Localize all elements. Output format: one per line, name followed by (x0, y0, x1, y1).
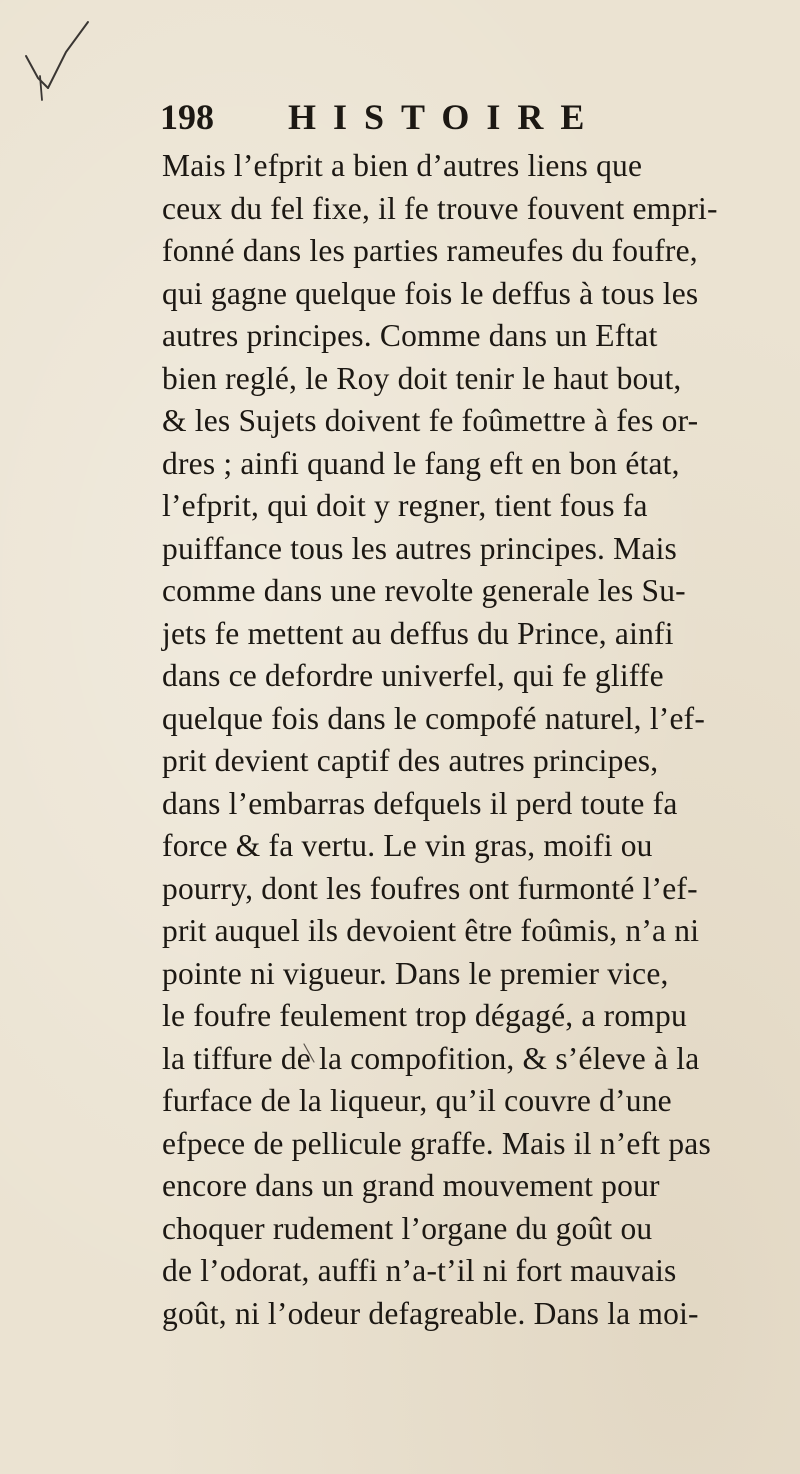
text-line: quelque fois dans le compofé naturel, l’ef- (162, 700, 706, 736)
text-line: la tiffure de la compofition, & s’éleve à la (162, 1040, 700, 1076)
text-line: prit devient captif des autres principes, (162, 743, 659, 778)
text-line: puiffance tous les autres principes. Mais (162, 530, 677, 566)
text-line: force & fa vertu. Le vin gras, moifi ou (162, 828, 653, 863)
running-title: HISTOIRE (288, 97, 602, 137)
text-line: encore dans un grand mouvement pour (162, 1168, 660, 1203)
text-line: l’efprit, qui doit y regner, tient fous fa (162, 488, 648, 523)
body-text (162, 145, 800, 1335)
text-line: dres ; ainfi quand le fang eft en bon état, (162, 445, 680, 481)
text-line: pointe ni vigueur. Dans le premier vice, (162, 955, 669, 991)
text-line: ceux du fel fixe, il fe trouve fouvent empri- (162, 190, 718, 226)
text-line: dans l’embarras defquels il perd toute fa (162, 785, 678, 821)
text-line: jets fe mettent au deffus du Prince, ainfi (162, 615, 674, 651)
text-line: efpece de pellicule graffe. Mais il n’eft pas (162, 1125, 711, 1161)
text-line: goût, ni l’odeur defagreable. Dans la moi- (162, 1295, 699, 1331)
text-line: le foufre feulement trop dégagé, a rompu (162, 998, 687, 1033)
text-line: furface de la liqueur, qu’il couvre d’une (162, 1083, 672, 1118)
text-line: comme dans une revolte generale les Su- (162, 573, 686, 608)
text-line: fonné dans les parties rameufes du foufre, (162, 233, 698, 268)
text-line: bien reglé, le Roy doit tenir le haut bout, (162, 360, 682, 396)
stray-ink-mark (300, 1040, 340, 1070)
text-line: Mais l’efprit a bien d’autres liens que (162, 148, 643, 183)
text-line: & les Sujets doivent fe foûmettre à fes or- (162, 403, 699, 438)
text-line: de l’odorat, auffi n’a-t’il ni fort mauvais (162, 1253, 677, 1288)
text-line: pourry, dont les foufres ont furmonté l’ef- (162, 870, 698, 906)
text-line: prit auquel ils devoient être foûmis, n’a ni (162, 913, 700, 948)
text-line: choquer rudement l’organe du goût ou (162, 1210, 653, 1246)
running-header (160, 96, 680, 140)
page-number: 198 (160, 97, 214, 137)
text-line: autres principes. Comme dans un Eftat (162, 318, 658, 353)
handwritten-check-mark (18, 18, 98, 108)
text-line: qui gagne quelque fois le deffus à tous les (162, 275, 699, 311)
text-line: dans ce defordre univerfel, qui fe gliffe (162, 658, 664, 693)
